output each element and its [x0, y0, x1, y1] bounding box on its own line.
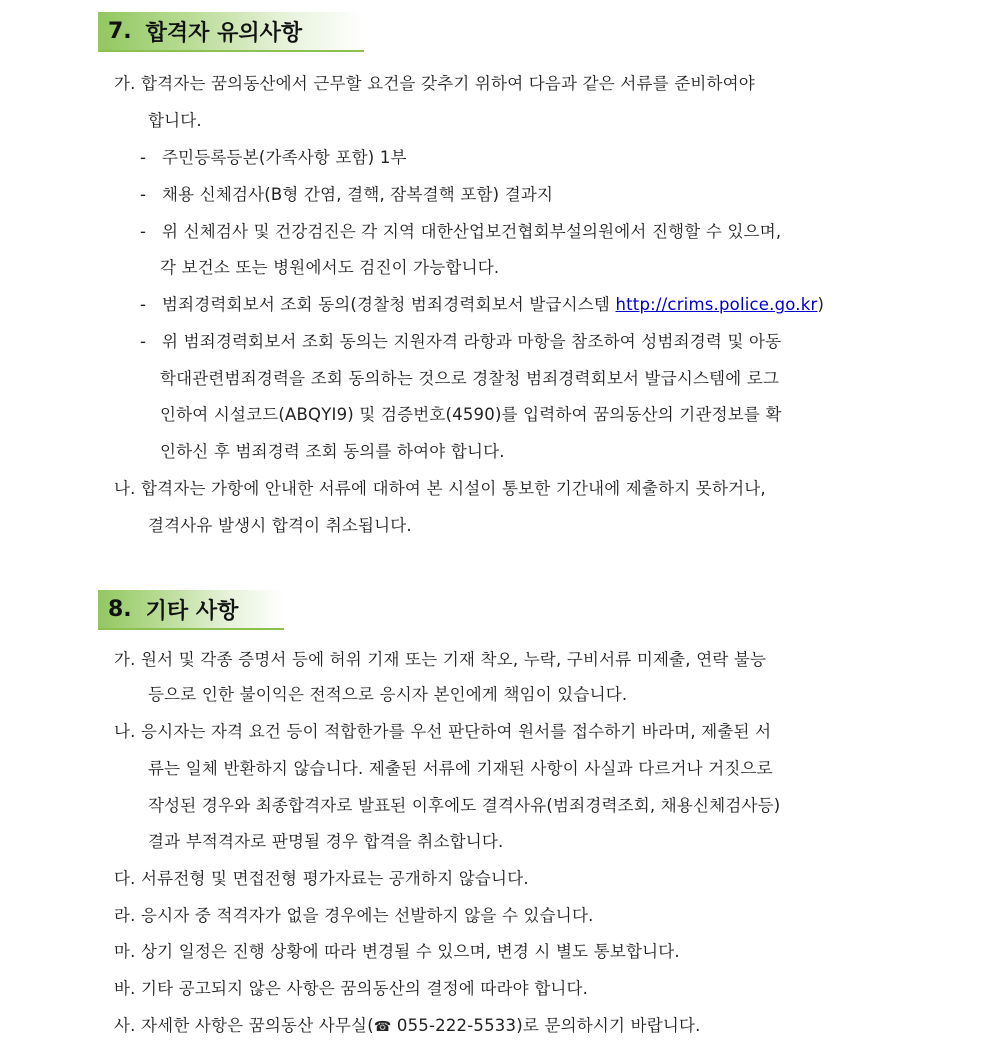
dash: -: [140, 295, 147, 314]
s8-item-sa-text-pre: 자세한 사항은 꿈의동산 사무실(: [141, 1016, 374, 1035]
s7-bullet-5-text1: 위 범죄경력회보서 조회 동의는 지원자격 라항과 마항을 참조하여 성범죄경력 및 아동: [162, 332, 782, 351]
s7-bullet-2-text: 채용 신체검사(B형 간염, 결핵, 잠복결핵 포함) 결과지: [162, 185, 554, 204]
s8-item-sa: [114, 1014, 701, 1039]
s7-bullet-1: [140, 146, 407, 170]
s8-item-ga-line1: [114, 648, 766, 672]
s8-item-ma: [114, 940, 680, 964]
section-8-header: [98, 590, 284, 630]
s7-item-ga-line1: [114, 72, 755, 96]
phone-icon: ☎: [373, 1019, 392, 1035]
s7-item-ga-marker: 가.: [114, 74, 136, 93]
s7-item-ga-text1: 합격자는 꿈의동산에서 근무할 요건을 갖추기 위하여 다음과 같은 서류를 준비하여야: [141, 74, 755, 93]
s7-bullet-2: [140, 183, 553, 207]
s8-item-ra-marker: 라.: [114, 906, 136, 925]
s7-bullet-3-text2: 각 보건소 또는 병원에서도 검진이 가능합니다.: [160, 258, 500, 277]
s8-item-ga-line2: 등으로 인한 불이익은 전적으로 응시자 본인에게 책임이 있습니다.: [148, 685, 628, 704]
s8-item-ba-text: 기타 공고되지 않은 사항은 꿈의동산의 결정에 따라야 합니다.: [141, 979, 589, 998]
s7-bullet-3: [140, 220, 781, 244]
s8-item-da: [114, 867, 529, 891]
s7-bullet-1-text: 주민등록등본(가족사항 포함) 1부: [162, 148, 407, 167]
s8-item-ma-text: 상기 일정은 진행 상황에 따라 변경될 수 있으며, 변경 시 별도 통보합니다.: [141, 942, 680, 961]
section-8-number: 8.: [108, 596, 132, 622]
section-8-title: 기타 사항: [145, 598, 239, 624]
s7-item-na-line2: 결격사유 발생시 합격이 취소됩니다.: [148, 516, 412, 535]
s8-item-sa-marker: 사.: [114, 1016, 136, 1035]
s8-item-na-line3: 작성된 경우와 최종합격자로 발표된 이후에도 결격사유(범죄경력조회, 채용신체검사등): [148, 796, 781, 815]
s7-bullet-4-text: 범죄경력회보서 조회 동의(경찰청 범죄경력회보서 발급시스템: [162, 295, 616, 314]
dash: -: [140, 332, 147, 351]
section-7-title: 합격자 유의사항: [145, 20, 303, 46]
crims-link[interactable]: http://crims.police.go.kr: [615, 295, 818, 314]
s8-item-ma-marker: 마.: [114, 942, 136, 961]
s8-item-da-marker: 다.: [114, 869, 136, 888]
s8-item-ra-text: 응시자 중 적격자가 없을 경우에는 선발하지 않을 수 있습니다.: [141, 906, 594, 925]
s8-item-ba-marker: 바.: [114, 979, 136, 998]
s7-bullet-4: [140, 293, 824, 317]
s7-bullet-4-post: ): [817, 295, 825, 314]
s8-item-ba: [114, 977, 588, 1001]
dash: -: [140, 148, 147, 167]
dash: -: [140, 222, 147, 241]
s7-item-na-text1: 합격자는 가항에 안내한 서류에 대하여 본 시설이 통보한 기간내에 제출하지 못하거나,: [141, 479, 766, 498]
s8-item-sa-text-post: )로 문의하시기 바랍니다.: [516, 1016, 701, 1035]
s8-item-da-text: 서류전형 및 면접전형 평가자료는 공개하지 않습니다.: [141, 869, 529, 888]
s8-item-ga-text1: 원서 및 각종 증명서 등에 허위 기재 또는 기재 착오, 누락, 구비서류 미제출, 연락 불능: [141, 650, 767, 669]
s8-item-sa-phone: 055-222-5533: [391, 1016, 517, 1035]
section-7-header: [98, 12, 364, 52]
s8-item-na-line4: 결과 부적격자로 판명될 경우 합격을 취소합니다.: [148, 832, 504, 851]
s7-item-na-line1: [114, 477, 766, 501]
s7-bullet-5-text3: 인하여 시설코드(ABQYI9) 및 검증번호(4590)를 입력하여 꿈의동산의 기관정보를 확: [160, 405, 782, 424]
s7-bullet-5-text4: 인하신 후 범죄경력 조회 동의를 하여야 합니다.: [160, 442, 505, 461]
section-7-number: 7.: [108, 18, 132, 44]
s8-item-ga-marker: 가.: [114, 650, 136, 669]
s7-item-ga-line2: 합니다.: [148, 111, 202, 130]
dash: -: [140, 185, 147, 204]
s8-item-ra: [114, 904, 594, 928]
s7-bullet-3-text1: 위 신체검사 및 건강검진은 각 지역 대한산업보건협회부설의원에서 진행할 수 있으며,: [162, 222, 782, 241]
s7-bullet-5: [140, 330, 781, 354]
s7-bullet-5-text2: 학대관련범죄경력을 조회 동의하는 것으로 경찰청 범죄경력회보서 발급시스템에 로그: [160, 369, 780, 388]
s7-item-na-marker: 나.: [114, 479, 136, 498]
s8-item-na-line2: 류는 일체 반환하지 않습니다. 제출된 서류에 기재된 사항이 사실과 다르거나 거짓으로: [148, 759, 773, 778]
s8-item-na-marker: 나.: [114, 722, 136, 741]
s8-item-na-line1: [114, 720, 771, 744]
s8-item-na-text1: 응시자는 자격 요건 등이 적합한가를 우선 판단하여 원서를 접수하기 바라며, 제출된 서: [141, 722, 772, 741]
